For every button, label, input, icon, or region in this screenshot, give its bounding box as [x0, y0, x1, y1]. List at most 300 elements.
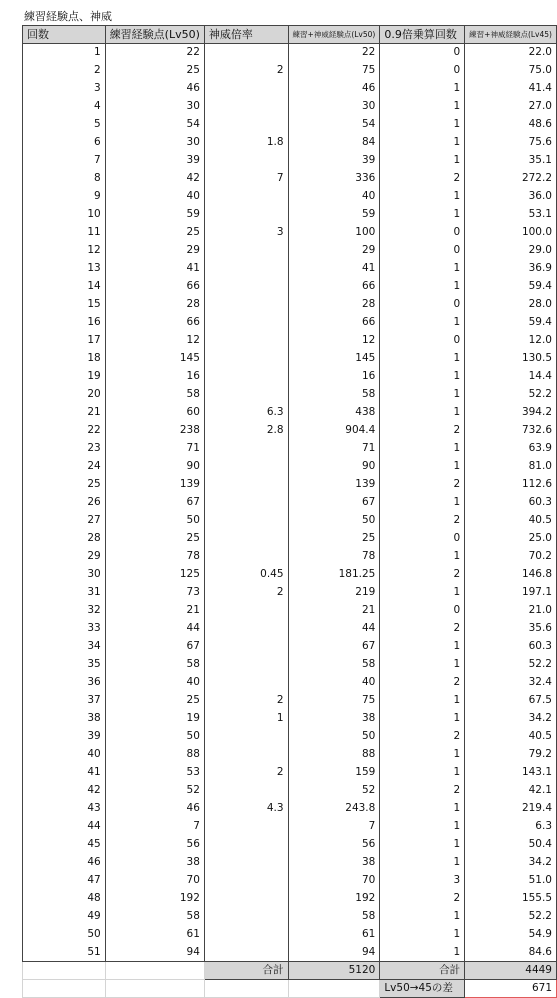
cell-practice-exp-lv50[interactable]: 67: [105, 494, 204, 512]
cell-practice-kamui-exp-lv45[interactable]: 53.1: [465, 206, 557, 224]
cell-practice-exp-lv50[interactable]: 12: [105, 332, 204, 350]
cell-practice-kamui-exp-lv50[interactable]: 58: [288, 656, 380, 674]
diff-label[interactable]: Lv50→45の差: [380, 980, 465, 998]
cell-practice-kamui-exp-lv45[interactable]: 6.3: [465, 818, 557, 836]
cell-09-multiply-count[interactable]: 1: [380, 638, 465, 656]
cell-kamui-multiplier[interactable]: [204, 908, 288, 926]
header-practice-kamui-exp-lv50[interactable]: 練習+神威経験点(Lv50): [288, 26, 380, 44]
cell-kamui-multiplier[interactable]: 7: [204, 170, 288, 188]
cell-kamui-multiplier[interactable]: [204, 368, 288, 386]
header-count[interactable]: 回数: [23, 26, 106, 44]
cell-practice-kamui-exp-lv45[interactable]: 67.5: [465, 692, 557, 710]
cell-practice-exp-lv50[interactable]: 22: [105, 44, 204, 62]
cell-practice-kamui-exp-lv50[interactable]: 56: [288, 836, 380, 854]
cell-09-multiply-count[interactable]: 1: [380, 440, 465, 458]
cell-practice-exp-lv50[interactable]: 88: [105, 746, 204, 764]
cell-practice-kamui-exp-lv50[interactable]: 90: [288, 458, 380, 476]
cell-09-multiply-count[interactable]: 2: [380, 620, 465, 638]
cell-09-multiply-count[interactable]: 1: [380, 80, 465, 98]
cell-practice-kamui-exp-lv50[interactable]: 30: [288, 98, 380, 116]
cell-practice-kamui-exp-lv50[interactable]: 16: [288, 368, 380, 386]
cell-practice-kamui-exp-lv45[interactable]: 28.0: [465, 296, 557, 314]
cell-practice-kamui-exp-lv45[interactable]: 34.2: [465, 854, 557, 872]
cell-kamui-multiplier[interactable]: [204, 926, 288, 944]
cell-practice-exp-lv50[interactable]: 39: [105, 152, 204, 170]
cell-practice-kamui-exp-lv50[interactable]: 94: [288, 944, 380, 962]
cell-practice-exp-lv50[interactable]: 25: [105, 224, 204, 242]
cell-kamui-multiplier[interactable]: [204, 206, 288, 224]
cell-count[interactable]: 36: [23, 674, 106, 692]
cell-practice-exp-lv50[interactable]: 25: [105, 530, 204, 548]
cell-09-multiply-count[interactable]: 1: [380, 764, 465, 782]
cell-09-multiply-count[interactable]: 2: [380, 170, 465, 188]
cell-09-multiply-count[interactable]: 1: [380, 404, 465, 422]
cell-09-multiply-count[interactable]: 1: [380, 152, 465, 170]
cell-practice-exp-lv50[interactable]: 46: [105, 80, 204, 98]
cell-practice-kamui-exp-lv50[interactable]: 75: [288, 692, 380, 710]
cell-practice-kamui-exp-lv50[interactable]: 25: [288, 530, 380, 548]
total-value-lv45[interactable]: 4449: [465, 962, 557, 980]
cell-practice-kamui-exp-lv50[interactable]: 52: [288, 782, 380, 800]
cell-practice-kamui-exp-lv45[interactable]: 48.6: [465, 116, 557, 134]
cell-kamui-multiplier[interactable]: [204, 782, 288, 800]
cell-count[interactable]: 11: [23, 224, 106, 242]
cell-practice-kamui-exp-lv50[interactable]: 67: [288, 638, 380, 656]
cell-kamui-multiplier[interactable]: [204, 548, 288, 566]
cell-practice-kamui-exp-lv45[interactable]: 36.0: [465, 188, 557, 206]
cell-09-multiply-count[interactable]: 1: [380, 350, 465, 368]
cell-count[interactable]: 9: [23, 188, 106, 206]
cell-kamui-multiplier[interactable]: 0.45: [204, 566, 288, 584]
cell-practice-kamui-exp-lv50[interactable]: 145: [288, 350, 380, 368]
cell-09-multiply-count[interactable]: 0: [380, 530, 465, 548]
cell-practice-kamui-exp-lv45[interactable]: 79.2: [465, 746, 557, 764]
cell-practice-exp-lv50[interactable]: 139: [105, 476, 204, 494]
cell-kamui-multiplier[interactable]: [204, 728, 288, 746]
cell-count[interactable]: 50: [23, 926, 106, 944]
cell-count[interactable]: 32: [23, 602, 106, 620]
cell-count[interactable]: 14: [23, 278, 106, 296]
cell-09-multiply-count[interactable]: 1: [380, 368, 465, 386]
cell-kamui-multiplier[interactable]: [204, 746, 288, 764]
cell-kamui-multiplier[interactable]: [204, 278, 288, 296]
cell-09-multiply-count[interactable]: 2: [380, 422, 465, 440]
cell-09-multiply-count[interactable]: 0: [380, 242, 465, 260]
cell-practice-kamui-exp-lv45[interactable]: 59.4: [465, 314, 557, 332]
cell-practice-kamui-exp-lv45[interactable]: 60.3: [465, 638, 557, 656]
cell-09-multiply-count[interactable]: 1: [380, 278, 465, 296]
cell-practice-kamui-exp-lv45[interactable]: 130.5: [465, 350, 557, 368]
cell-count[interactable]: 43: [23, 800, 106, 818]
cell-practice-kamui-exp-lv45[interactable]: 112.6: [465, 476, 557, 494]
cell-09-multiply-count[interactable]: 1: [380, 656, 465, 674]
cell-practice-exp-lv50[interactable]: 40: [105, 674, 204, 692]
cell-practice-exp-lv50[interactable]: 41: [105, 260, 204, 278]
cell-09-multiply-count[interactable]: 1: [380, 584, 465, 602]
cell-practice-kamui-exp-lv50[interactable]: 39: [288, 152, 380, 170]
cell-count[interactable]: 2: [23, 62, 106, 80]
cell-09-multiply-count[interactable]: 1: [380, 836, 465, 854]
cell-practice-kamui-exp-lv50[interactable]: 71: [288, 440, 380, 458]
cell-practice-kamui-exp-lv50[interactable]: 12: [288, 332, 380, 350]
cell-kamui-multiplier[interactable]: [204, 476, 288, 494]
cell-09-multiply-count[interactable]: 0: [380, 62, 465, 80]
cell-09-multiply-count[interactable]: 1: [380, 206, 465, 224]
cell-practice-kamui-exp-lv50[interactable]: 243.8: [288, 800, 380, 818]
cell-practice-kamui-exp-lv50[interactable]: 38: [288, 854, 380, 872]
cell-kamui-multiplier[interactable]: [204, 314, 288, 332]
cell-count[interactable]: 12: [23, 242, 106, 260]
cell-09-multiply-count[interactable]: 1: [380, 458, 465, 476]
cell-practice-kamui-exp-lv45[interactable]: 54.9: [465, 926, 557, 944]
cell-count[interactable]: 22: [23, 422, 106, 440]
cell-09-multiply-count[interactable]: 1: [380, 260, 465, 278]
cell-09-multiply-count[interactable]: 1: [380, 116, 465, 134]
cell-practice-kamui-exp-lv50[interactable]: 84: [288, 134, 380, 152]
cell-kamui-multiplier[interactable]: [204, 512, 288, 530]
cell-count[interactable]: 1: [23, 44, 106, 62]
cell-practice-kamui-exp-lv45[interactable]: 59.4: [465, 278, 557, 296]
cell-practice-exp-lv50[interactable]: 42: [105, 170, 204, 188]
cell-practice-kamui-exp-lv50[interactable]: 54: [288, 116, 380, 134]
cell-count[interactable]: 18: [23, 350, 106, 368]
cell-kamui-multiplier[interactable]: [204, 836, 288, 854]
cell-practice-kamui-exp-lv50[interactable]: 66: [288, 314, 380, 332]
cell-kamui-multiplier[interactable]: [204, 188, 288, 206]
cell-kamui-multiplier[interactable]: [204, 260, 288, 278]
cell-kamui-multiplier[interactable]: 2.8: [204, 422, 288, 440]
cell-count[interactable]: 10: [23, 206, 106, 224]
cell-practice-kamui-exp-lv45[interactable]: 219.4: [465, 800, 557, 818]
cell-09-multiply-count[interactable]: 1: [380, 818, 465, 836]
cell-practice-exp-lv50[interactable]: 73: [105, 584, 204, 602]
cell-09-multiply-count[interactable]: 1: [380, 854, 465, 872]
cell-09-multiply-count[interactable]: 1: [380, 800, 465, 818]
cell-practice-kamui-exp-lv45[interactable]: 52.2: [465, 386, 557, 404]
cell-practice-kamui-exp-lv50[interactable]: 336: [288, 170, 380, 188]
cell-practice-exp-lv50[interactable]: 50: [105, 512, 204, 530]
cell-09-multiply-count[interactable]: 2: [380, 476, 465, 494]
cell-kamui-multiplier[interactable]: [204, 296, 288, 314]
cell-count[interactable]: 4: [23, 98, 106, 116]
cell-09-multiply-count[interactable]: 2: [380, 890, 465, 908]
total-label-lv45[interactable]: 合計: [380, 962, 465, 980]
cell-practice-exp-lv50[interactable]: 238: [105, 422, 204, 440]
cell-kamui-multiplier[interactable]: [204, 332, 288, 350]
cell-practice-kamui-exp-lv50[interactable]: 159: [288, 764, 380, 782]
cell-practice-exp-lv50[interactable]: 58: [105, 908, 204, 926]
cell-09-multiply-count[interactable]: 2: [380, 782, 465, 800]
cell-practice-kamui-exp-lv50[interactable]: 44: [288, 620, 380, 638]
cell-practice-kamui-exp-lv45[interactable]: 100.0: [465, 224, 557, 242]
cell-practice-kamui-exp-lv50[interactable]: 50: [288, 512, 380, 530]
cell-09-multiply-count[interactable]: 1: [380, 98, 465, 116]
cell-practice-kamui-exp-lv50[interactable]: 21: [288, 602, 380, 620]
cell-count[interactable]: 41: [23, 764, 106, 782]
cell-practice-kamui-exp-lv50[interactable]: 22: [288, 44, 380, 62]
cell-kamui-multiplier[interactable]: [204, 98, 288, 116]
cell-practice-exp-lv50[interactable]: 66: [105, 314, 204, 332]
total-empty-cell[interactable]: [23, 962, 106, 980]
cell-09-multiply-count[interactable]: 2: [380, 728, 465, 746]
cell-practice-kamui-exp-lv45[interactable]: 75.0: [465, 62, 557, 80]
cell-kamui-multiplier[interactable]: [204, 440, 288, 458]
cell-practice-exp-lv50[interactable]: 16: [105, 368, 204, 386]
cell-practice-exp-lv50[interactable]: 94: [105, 944, 204, 962]
cell-count[interactable]: 28: [23, 530, 106, 548]
cell-practice-exp-lv50[interactable]: 70: [105, 872, 204, 890]
cell-09-multiply-count[interactable]: 2: [380, 674, 465, 692]
cell-kamui-multiplier[interactable]: [204, 638, 288, 656]
cell-kamui-multiplier[interactable]: 1: [204, 710, 288, 728]
cell-practice-exp-lv50[interactable]: 90: [105, 458, 204, 476]
cell-09-multiply-count[interactable]: 1: [380, 386, 465, 404]
cell-practice-exp-lv50[interactable]: 66: [105, 278, 204, 296]
cell-practice-kamui-exp-lv45[interactable]: 52.2: [465, 908, 557, 926]
cell-practice-exp-lv50[interactable]: 29: [105, 242, 204, 260]
cell-practice-kamui-exp-lv45[interactable]: 25.0: [465, 530, 557, 548]
cell-count[interactable]: 26: [23, 494, 106, 512]
cell-practice-kamui-exp-lv45[interactable]: 41.4: [465, 80, 557, 98]
cell-09-multiply-count[interactable]: 1: [380, 548, 465, 566]
cell-kamui-multiplier[interactable]: [204, 242, 288, 260]
cell-count[interactable]: 46: [23, 854, 106, 872]
cell-count[interactable]: 49: [23, 908, 106, 926]
cell-count[interactable]: 31: [23, 584, 106, 602]
cell-count[interactable]: 17: [23, 332, 106, 350]
cell-practice-kamui-exp-lv45[interactable]: 40.5: [465, 512, 557, 530]
cell-practice-exp-lv50[interactable]: 59: [105, 206, 204, 224]
cell-practice-kamui-exp-lv45[interactable]: 51.0: [465, 872, 557, 890]
cell-practice-kamui-exp-lv50[interactable]: 59: [288, 206, 380, 224]
cell-09-multiply-count[interactable]: 1: [380, 134, 465, 152]
cell-09-multiply-count[interactable]: 0: [380, 44, 465, 62]
cell-count[interactable]: 5: [23, 116, 106, 134]
cell-count[interactable]: 29: [23, 548, 106, 566]
cell-practice-exp-lv50[interactable]: 38: [105, 854, 204, 872]
cell-kamui-multiplier[interactable]: 1.8: [204, 134, 288, 152]
cell-practice-exp-lv50[interactable]: 125: [105, 566, 204, 584]
cell-practice-kamui-exp-lv50[interactable]: 7: [288, 818, 380, 836]
cell-practice-kamui-exp-lv45[interactable]: 35.1: [465, 152, 557, 170]
cell-09-multiply-count[interactable]: 0: [380, 602, 465, 620]
cell-practice-exp-lv50[interactable]: 58: [105, 386, 204, 404]
cell-count[interactable]: 42: [23, 782, 106, 800]
cell-practice-kamui-exp-lv45[interactable]: 12.0: [465, 332, 557, 350]
cell-kamui-multiplier[interactable]: 6.3: [204, 404, 288, 422]
cell-practice-kamui-exp-lv45[interactable]: 32.4: [465, 674, 557, 692]
cell-practice-kamui-exp-lv50[interactable]: 438: [288, 404, 380, 422]
cell-practice-kamui-exp-lv50[interactable]: 40: [288, 674, 380, 692]
cell-practice-kamui-exp-lv45[interactable]: 143.1: [465, 764, 557, 782]
cell-practice-kamui-exp-lv50[interactable]: 40: [288, 188, 380, 206]
cell-09-multiply-count[interactable]: 1: [380, 944, 465, 962]
cell-practice-exp-lv50[interactable]: 25: [105, 692, 204, 710]
cell-practice-exp-lv50[interactable]: 50: [105, 728, 204, 746]
cell-practice-kamui-exp-lv45[interactable]: 394.2: [465, 404, 557, 422]
cell-practice-kamui-exp-lv50[interactable]: 139: [288, 476, 380, 494]
cell-practice-exp-lv50[interactable]: 67: [105, 638, 204, 656]
cell-practice-exp-lv50[interactable]: 58: [105, 656, 204, 674]
cell-practice-kamui-exp-lv45[interactable]: 732.6: [465, 422, 557, 440]
cell-practice-kamui-exp-lv45[interactable]: 197.1: [465, 584, 557, 602]
cell-practice-kamui-exp-lv45[interactable]: 22.0: [465, 44, 557, 62]
cell-practice-kamui-exp-lv45[interactable]: 29.0: [465, 242, 557, 260]
cell-practice-kamui-exp-lv45[interactable]: 52.2: [465, 656, 557, 674]
cell-practice-kamui-exp-lv50[interactable]: 46: [288, 80, 380, 98]
cell-09-multiply-count[interactable]: 1: [380, 494, 465, 512]
cell-practice-kamui-exp-lv45[interactable]: 84.6: [465, 944, 557, 962]
header-practice-kamui-exp-lv45[interactable]: 練習+神威経験点(Lv45): [465, 26, 557, 44]
cell-kamui-multiplier[interactable]: [204, 458, 288, 476]
cell-09-multiply-count[interactable]: 1: [380, 188, 465, 206]
cell-practice-kamui-exp-lv45[interactable]: 27.0: [465, 98, 557, 116]
cell-09-multiply-count[interactable]: 0: [380, 296, 465, 314]
cell-practice-kamui-exp-lv45[interactable]: 272.2: [465, 170, 557, 188]
cell-count[interactable]: 19: [23, 368, 106, 386]
cell-practice-exp-lv50[interactable]: 25: [105, 62, 204, 80]
cell-practice-kamui-exp-lv50[interactable]: 41: [288, 260, 380, 278]
cell-practice-kamui-exp-lv45[interactable]: 50.4: [465, 836, 557, 854]
cell-practice-kamui-exp-lv50[interactable]: 219: [288, 584, 380, 602]
cell-09-multiply-count[interactable]: 1: [380, 926, 465, 944]
cell-practice-kamui-exp-lv45[interactable]: 34.2: [465, 710, 557, 728]
cell-count[interactable]: 34: [23, 638, 106, 656]
cell-practice-kamui-exp-lv50[interactable]: 70: [288, 872, 380, 890]
cell-kamui-multiplier[interactable]: [204, 80, 288, 98]
header-kamui-multiplier[interactable]: 神威倍率: [204, 26, 288, 44]
cell-count[interactable]: 44: [23, 818, 106, 836]
cell-count[interactable]: 39: [23, 728, 106, 746]
cell-practice-kamui-exp-lv45[interactable]: 36.9: [465, 260, 557, 278]
cell-count[interactable]: 20: [23, 386, 106, 404]
cell-practice-kamui-exp-lv50[interactable]: 67: [288, 494, 380, 512]
cell-practice-exp-lv50[interactable]: 40: [105, 188, 204, 206]
cell-kamui-multiplier[interactable]: [204, 152, 288, 170]
cell-practice-kamui-exp-lv45[interactable]: 146.8: [465, 566, 557, 584]
cell-kamui-multiplier[interactable]: [204, 872, 288, 890]
cell-kamui-multiplier[interactable]: 2: [204, 62, 288, 80]
cell-practice-exp-lv50[interactable]: 53: [105, 764, 204, 782]
cell-practice-exp-lv50[interactable]: 60: [105, 404, 204, 422]
cell-count[interactable]: 25: [23, 476, 106, 494]
cell-kamui-multiplier[interactable]: [204, 602, 288, 620]
cell-practice-kamui-exp-lv50[interactable]: 58: [288, 908, 380, 926]
cell-count[interactable]: 30: [23, 566, 106, 584]
cell-kamui-multiplier[interactable]: [204, 116, 288, 134]
cell-09-multiply-count[interactable]: 1: [380, 314, 465, 332]
cell-count[interactable]: 13: [23, 260, 106, 278]
cell-kamui-multiplier[interactable]: [204, 890, 288, 908]
cell-kamui-multiplier[interactable]: [204, 494, 288, 512]
cell-practice-exp-lv50[interactable]: 21: [105, 602, 204, 620]
cell-practice-kamui-exp-lv50[interactable]: 75: [288, 62, 380, 80]
cell-09-multiply-count[interactable]: 2: [380, 566, 465, 584]
cell-count[interactable]: 37: [23, 692, 106, 710]
cell-count[interactable]: 21: [23, 404, 106, 422]
cell-count[interactable]: 51: [23, 944, 106, 962]
cell-count[interactable]: 27: [23, 512, 106, 530]
cell-practice-kamui-exp-lv50[interactable]: 88: [288, 746, 380, 764]
cell-count[interactable]: 33: [23, 620, 106, 638]
cell-practice-kamui-exp-lv45[interactable]: 35.6: [465, 620, 557, 638]
cell-practice-kamui-exp-lv50[interactable]: 66: [288, 278, 380, 296]
cell-practice-kamui-exp-lv50[interactable]: 100: [288, 224, 380, 242]
cell-kamui-multiplier[interactable]: [204, 530, 288, 548]
cell-count[interactable]: 40: [23, 746, 106, 764]
cell-practice-kamui-exp-lv45[interactable]: 70.2: [465, 548, 557, 566]
cell-practice-kamui-exp-lv45[interactable]: 81.0: [465, 458, 557, 476]
total-value-lv50[interactable]: 5120: [288, 962, 380, 980]
cell-09-multiply-count[interactable]: 1: [380, 692, 465, 710]
cell-practice-kamui-exp-lv50[interactable]: 78: [288, 548, 380, 566]
cell-practice-exp-lv50[interactable]: 192: [105, 890, 204, 908]
cell-count[interactable]: 38: [23, 710, 106, 728]
cell-practice-kamui-exp-lv45[interactable]: 14.4: [465, 368, 557, 386]
cell-practice-exp-lv50[interactable]: 52: [105, 782, 204, 800]
cell-count[interactable]: 48: [23, 890, 106, 908]
cell-09-multiply-count[interactable]: 1: [380, 908, 465, 926]
cell-kamui-multiplier[interactable]: [204, 386, 288, 404]
cell-kamui-multiplier[interactable]: [204, 818, 288, 836]
cell-kamui-multiplier[interactable]: [204, 44, 288, 62]
cell-09-multiply-count[interactable]: 0: [380, 224, 465, 242]
cell-09-multiply-count[interactable]: 3: [380, 872, 465, 890]
cell-practice-exp-lv50[interactable]: 46: [105, 800, 204, 818]
cell-practice-kamui-exp-lv50[interactable]: 192: [288, 890, 380, 908]
cell-count[interactable]: 3: [23, 80, 106, 98]
cell-count[interactable]: 35: [23, 656, 106, 674]
cell-practice-exp-lv50[interactable]: 78: [105, 548, 204, 566]
cell-practice-kamui-exp-lv45[interactable]: 75.6: [465, 134, 557, 152]
cell-practice-kamui-exp-lv45[interactable]: 63.9: [465, 440, 557, 458]
cell-count[interactable]: 15: [23, 296, 106, 314]
cell-count[interactable]: 23: [23, 440, 106, 458]
cell-practice-exp-lv50[interactable]: 61: [105, 926, 204, 944]
cell-count[interactable]: 47: [23, 872, 106, 890]
cell-kamui-multiplier[interactable]: 2: [204, 584, 288, 602]
cell-practice-exp-lv50[interactable]: 54: [105, 116, 204, 134]
cell-kamui-multiplier[interactable]: 4.3: [204, 800, 288, 818]
cell-practice-exp-lv50[interactable]: 56: [105, 836, 204, 854]
total-empty-cell[interactable]: [105, 962, 204, 980]
cell-practice-kamui-exp-lv45[interactable]: 40.5: [465, 728, 557, 746]
cell-practice-kamui-exp-lv50[interactable]: 904.4: [288, 422, 380, 440]
cell-09-multiply-count[interactable]: 2: [380, 512, 465, 530]
cell-practice-kamui-exp-lv45[interactable]: 21.0: [465, 602, 557, 620]
cell-practice-kamui-exp-lv50[interactable]: 29: [288, 242, 380, 260]
cell-kamui-multiplier[interactable]: [204, 620, 288, 638]
cell-kamui-multiplier[interactable]: 2: [204, 692, 288, 710]
cell-kamui-multiplier[interactable]: [204, 350, 288, 368]
cell-kamui-multiplier[interactable]: 2: [204, 764, 288, 782]
cell-count[interactable]: 24: [23, 458, 106, 476]
cell-09-multiply-count[interactable]: 0: [380, 332, 465, 350]
cell-practice-kamui-exp-lv50[interactable]: 28: [288, 296, 380, 314]
cell-kamui-multiplier[interactable]: [204, 656, 288, 674]
cell-count[interactable]: 8: [23, 170, 106, 188]
cell-practice-exp-lv50[interactable]: 19: [105, 710, 204, 728]
cell-practice-exp-lv50[interactable]: 145: [105, 350, 204, 368]
diff-value[interactable]: 671: [465, 980, 557, 998]
total-label-lv50[interactable]: 合計: [204, 962, 288, 980]
cell-practice-kamui-exp-lv45[interactable]: 155.5: [465, 890, 557, 908]
cell-practice-kamui-exp-lv50[interactable]: 50: [288, 728, 380, 746]
cell-practice-kamui-exp-lv45[interactable]: 60.3: [465, 494, 557, 512]
cell-practice-kamui-exp-lv50[interactable]: 181.25: [288, 566, 380, 584]
cell-09-multiply-count[interactable]: 1: [380, 746, 465, 764]
cell-practice-exp-lv50[interactable]: 44: [105, 620, 204, 638]
